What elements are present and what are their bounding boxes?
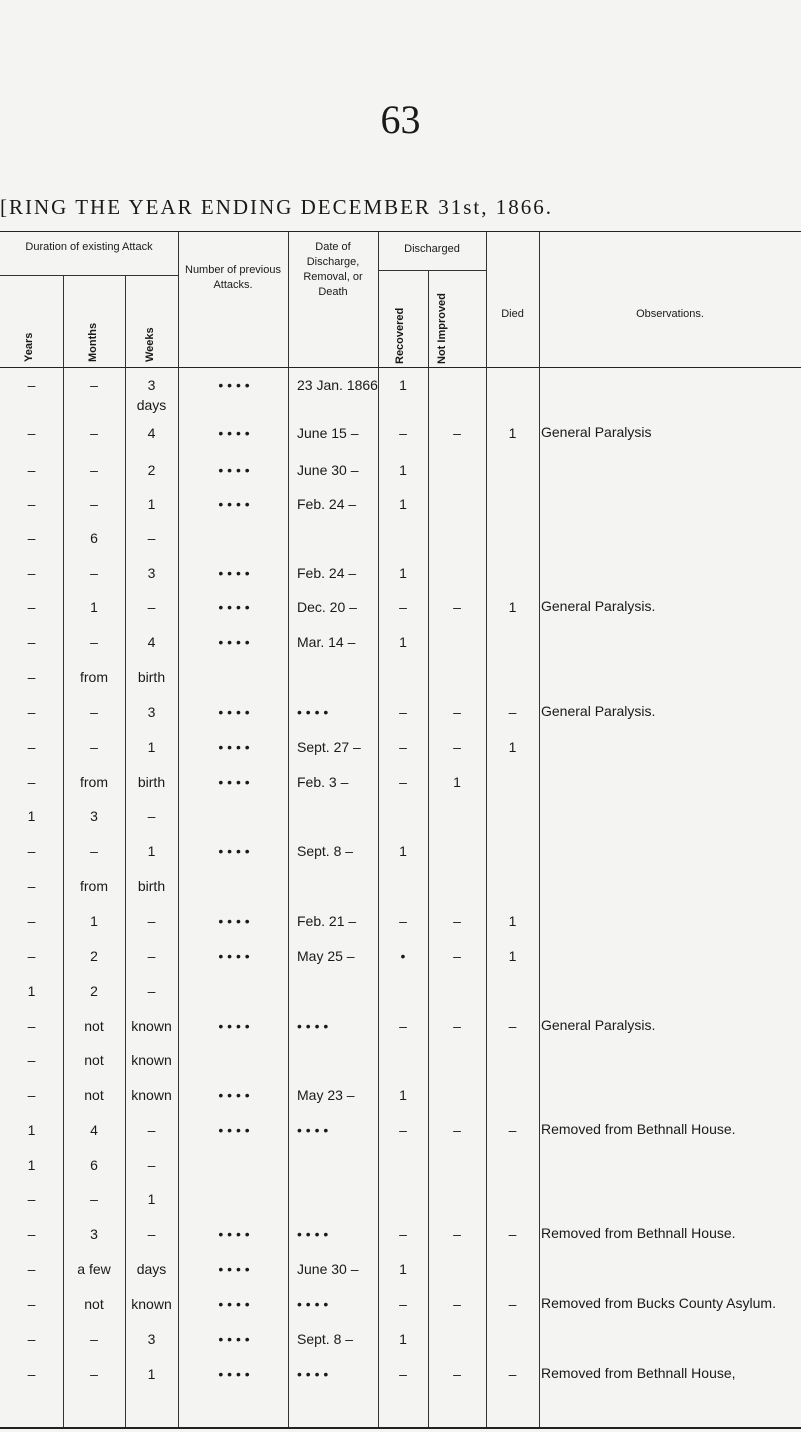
cell-notimp: 1 — [453, 774, 461, 790]
cell-date: Feb. 24 – — [297, 496, 357, 512]
cell-weeks: – — [147, 913, 156, 929]
cell-date: 23 Jan. 1866 — [297, 377, 378, 393]
cell-weeks: – — [147, 1157, 156, 1173]
cell-months: not — [84, 1087, 104, 1103]
header-observations: Observations. — [636, 308, 704, 320]
header-discharged: Discharged — [404, 243, 460, 255]
cell-weeks: 2 — [147, 462, 156, 478]
cell-months: not — [84, 1296, 104, 1312]
cell-prev: • • • • — [218, 948, 250, 964]
cell-years: – — [27, 634, 36, 650]
cell-prev: • • • • — [218, 739, 250, 755]
cell-date: June 30 – — [297, 462, 359, 478]
cell-weeks: known — [131, 1018, 172, 1034]
cell-years: 1 — [27, 808, 36, 824]
cell-weeks: 4 — [147, 634, 156, 650]
table-row — [0, 1085, 801, 1105]
cell-years: – — [27, 425, 36, 441]
cell-years: – — [27, 1226, 36, 1242]
cell-notimp: – — [453, 1366, 461, 1382]
table-row — [0, 460, 801, 480]
cell-prev: • • • • — [218, 496, 250, 512]
cell-date: June 15 – — [297, 425, 359, 441]
cell-years: – — [27, 496, 36, 512]
cell-prev: • • • • — [218, 913, 250, 929]
cell-weeks: – — [147, 530, 156, 546]
table-row — [0, 772, 801, 792]
page-heading: [RING THE YEAR ENDING DECEMBER 31st, 1866. — [0, 195, 553, 219]
cell-years: – — [27, 1018, 36, 1034]
header-died: Died — [501, 308, 524, 320]
cell-prev: • • • • — [218, 1366, 250, 1382]
cell-died: 1 — [508, 425, 517, 441]
cell-months: 6 — [90, 530, 98, 546]
cell-years: – — [27, 1366, 36, 1382]
cell-prev: • • • • — [218, 377, 250, 393]
cell-years: – — [27, 669, 36, 685]
cell-prev: • • • • — [218, 774, 250, 790]
cell-months: – — [90, 704, 98, 720]
table-row — [0, 1016, 801, 1036]
table-row — [0, 1189, 801, 1209]
cell-weeks: 1 — [147, 1366, 156, 1382]
cell-years: – — [27, 530, 36, 546]
cell-date: Sept. 27 – — [297, 739, 361, 755]
cell-date: • • • • — [297, 1122, 329, 1138]
cell-years: – — [27, 599, 36, 615]
cell-rec: – — [399, 739, 407, 755]
table-row — [0, 806, 801, 826]
cell-date: Feb. 24 – — [297, 565, 357, 581]
table-row — [0, 632, 801, 652]
cell-notimp: – — [453, 1296, 461, 1312]
cell-weeks: 3 — [147, 565, 156, 581]
cell-weeks: 3 days — [125, 375, 178, 395]
cell-months: from — [80, 878, 108, 894]
cell-observations: General Paralysis — [541, 424, 652, 440]
cell-rec: – — [399, 1122, 407, 1138]
cell-months: 4 — [90, 1122, 98, 1138]
cell-prev: • • • • — [218, 1261, 250, 1277]
cell-months: 3 — [90, 1226, 98, 1242]
cell-rec: – — [399, 599, 407, 615]
cell-date: • • • • — [297, 1366, 329, 1382]
cell-died: 1 — [508, 599, 517, 615]
cell-rec: – — [399, 1018, 407, 1034]
cell-observations: General Paralysis. — [541, 1017, 656, 1033]
cell-rec: 1 — [399, 377, 407, 393]
cell-months: 1 — [90, 913, 98, 929]
cell-years: – — [27, 462, 36, 478]
table-row — [0, 981, 801, 1001]
cell-weeks: 4 — [147, 425, 156, 441]
cell-weeks: birth — [137, 774, 166, 790]
cell-prev: • • • • — [218, 704, 250, 720]
cell-prev: • • • • — [218, 843, 250, 859]
table-row — [0, 563, 801, 583]
cell-weeks: birth — [137, 878, 166, 894]
cell-months: – — [90, 1191, 98, 1207]
cell-weeks: known — [131, 1296, 172, 1312]
cell-weeks: – — [147, 1226, 156, 1242]
cell-notimp: – — [453, 425, 461, 441]
cell-died: 1 — [508, 948, 517, 964]
cell-date: Dec. 20 – — [297, 599, 357, 615]
page-number: 63 — [380, 97, 421, 142]
cell-years: – — [27, 774, 36, 790]
table-row — [0, 702, 801, 722]
table-row — [0, 911, 801, 931]
cell-notimp: – — [453, 704, 461, 720]
cell-months: – — [90, 462, 98, 478]
table-row — [0, 1224, 801, 1244]
header-recovered: Recovered — [394, 307, 406, 364]
cell-date: Sept. 8 – — [297, 1331, 354, 1347]
header-date: Date of Discharge, Removal, or Death — [303, 241, 363, 298]
table-row — [0, 946, 801, 966]
cell-died: 1 — [508, 739, 517, 755]
cell-notimp: – — [453, 913, 461, 929]
cell-years: – — [27, 1296, 36, 1312]
table-row — [0, 1155, 801, 1175]
cell-notimp: – — [453, 739, 461, 755]
cell-notimp: – — [453, 1018, 461, 1034]
cell-years: – — [27, 704, 36, 720]
table-row — [0, 528, 801, 548]
cell-died: – — [508, 704, 517, 720]
table-row — [0, 494, 801, 514]
cell-years: – — [27, 1261, 36, 1277]
table-row — [0, 667, 801, 687]
cell-years: 1 — [27, 983, 36, 999]
cell-date: Mar. 14 – — [297, 634, 356, 650]
cell-rec: – — [399, 913, 407, 929]
cell-date: Sept. 8 – — [297, 843, 354, 859]
cell-rec: 1 — [399, 1331, 407, 1347]
cell-rec: 1 — [399, 565, 407, 581]
cell-weeks: 3 — [147, 1331, 156, 1347]
cell-years: – — [27, 948, 36, 964]
cell-years: – — [27, 913, 36, 929]
cell-date: • • • • — [297, 1226, 329, 1242]
cell-date: • • • • — [297, 1296, 329, 1312]
cell-weeks: known — [131, 1052, 172, 1068]
cell-died: 1 — [508, 913, 517, 929]
cell-date: • • • • — [297, 1018, 329, 1034]
cell-weeks: 1 — [147, 1191, 156, 1207]
cell-months: 1 — [90, 599, 98, 615]
cell-months: not — [84, 1052, 104, 1068]
cell-weeks: 1 — [147, 739, 156, 755]
cell-prev: • • • • — [218, 1296, 250, 1312]
cell-date: June 30 – — [297, 1261, 359, 1277]
cell-prev: • • • • — [218, 1226, 250, 1242]
cell-years: – — [27, 1087, 36, 1103]
cell-observations: Removed from Bucks County Asylum. — [541, 1295, 776, 1311]
table-row — [0, 1364, 801, 1384]
cell-rec: 1 — [399, 1261, 407, 1277]
cell-years: – — [27, 565, 36, 581]
header-duration: Duration of existing Attack — [25, 241, 153, 253]
cell-prev: • • • • — [218, 425, 250, 441]
cell-years: – — [27, 1052, 36, 1068]
cell-died: – — [508, 1296, 517, 1312]
cell-months: a few — [77, 1261, 111, 1277]
cell-years: – — [27, 878, 36, 894]
cell-months: – — [90, 1366, 98, 1382]
cell-months: 2 — [90, 983, 98, 999]
cell-prev: • • • • — [218, 1122, 250, 1138]
cell-years: – — [27, 1191, 36, 1207]
table-row — [0, 1329, 801, 1349]
cell-prev: • • • • — [218, 634, 250, 650]
cell-prev: • • • • — [218, 1331, 250, 1347]
cell-rec: 1 — [399, 1087, 407, 1103]
cell-weeks: – — [147, 1122, 156, 1138]
cell-years: – — [27, 739, 36, 755]
header-weeks: Weeks — [144, 327, 156, 362]
cell-date: • • • • — [297, 704, 329, 720]
table-row — [0, 375, 801, 413]
cell-months: – — [90, 739, 98, 755]
cell-rec: 1 — [399, 843, 407, 859]
cell-date: May 23 – — [297, 1087, 355, 1103]
cell-prev: • • • • — [218, 1087, 250, 1103]
header-previous-attacks: Number of previous Attacks. — [185, 264, 281, 291]
cell-months: – — [90, 843, 98, 859]
cell-notimp: – — [453, 599, 461, 615]
cell-date: May 25 – — [297, 948, 355, 964]
cell-rec: – — [399, 425, 407, 441]
table-row — [0, 1120, 801, 1140]
cell-months: – — [90, 634, 98, 650]
cell-weeks: – — [147, 983, 156, 999]
cell-notimp: – — [453, 948, 461, 964]
cell-months: 2 — [90, 948, 98, 964]
table-row — [0, 876, 801, 896]
cell-rec: • — [400, 948, 406, 964]
cell-rec: – — [399, 774, 407, 790]
cell-observations: General Paralysis. — [541, 598, 656, 614]
cell-prev: • • • • — [218, 599, 250, 615]
cell-weeks: – — [147, 808, 156, 824]
cell-months: – — [90, 1331, 98, 1347]
cell-months: 3 — [90, 808, 98, 824]
cell-observations: Removed from Bethnall House. — [541, 1225, 736, 1241]
cell-weeks: known — [131, 1087, 172, 1103]
cell-years: – — [27, 843, 36, 859]
cell-years: – — [27, 1331, 36, 1347]
cell-months: – — [90, 377, 98, 393]
cell-prev: • • • • — [218, 1018, 250, 1034]
cell-date: Feb. 3 – — [297, 774, 349, 790]
cell-prev: • • • • — [218, 565, 250, 581]
cell-months: from — [80, 774, 108, 790]
cell-months: – — [90, 425, 98, 441]
cell-rec: 1 — [399, 462, 407, 478]
cell-notimp: – — [453, 1226, 461, 1242]
cell-months: from — [80, 669, 108, 685]
cell-weeks: – — [147, 599, 156, 615]
header-months: Months — [87, 322, 99, 362]
cell-months: 6 — [90, 1157, 98, 1173]
header-not-improved: Not Improved — [436, 293, 448, 364]
cell-rec: 1 — [399, 496, 407, 512]
cell-died: – — [508, 1366, 517, 1382]
table-row — [0, 841, 801, 861]
cell-observations: Removed from Bethnall House, — [541, 1365, 736, 1381]
cell-died: – — [508, 1122, 517, 1138]
cell-weeks: 3 — [147, 704, 156, 720]
table-row — [0, 1259, 801, 1279]
table-row — [0, 1294, 801, 1314]
cell-months: – — [90, 565, 98, 581]
cell-observations: General Paralysis. — [541, 703, 656, 719]
cell-weeks: 1 — [147, 843, 156, 859]
table-row — [0, 597, 801, 617]
cell-months: not — [84, 1018, 104, 1034]
cell-notimp: – — [453, 1122, 461, 1138]
table-row — [0, 737, 801, 757]
cell-observations: Removed from Bethnall House. — [541, 1121, 736, 1137]
cell-weeks-sub: days — [136, 397, 167, 413]
cell-died: – — [508, 1018, 517, 1034]
cell-rec: – — [399, 1226, 407, 1242]
cell-rec: – — [399, 1366, 407, 1382]
cell-weeks: 1 — [147, 496, 156, 512]
table-row — [0, 1050, 801, 1070]
cell-prev: • • • • — [218, 462, 250, 478]
cell-died: – — [508, 1226, 517, 1242]
cell-rec: – — [399, 704, 407, 720]
cell-months: – — [90, 496, 98, 512]
cell-years: 1 — [27, 1157, 36, 1173]
cell-weeks: birth — [137, 669, 166, 685]
cell-weeks: – — [147, 948, 156, 964]
cell-years: 1 — [27, 1122, 36, 1138]
cell-rec: – — [399, 1296, 407, 1312]
cell-years: – — [27, 377, 36, 393]
table-row — [0, 423, 801, 443]
cell-date: Feb. 21 – — [297, 913, 357, 929]
cell-weeks: days — [136, 1261, 167, 1277]
header-years: Years — [23, 332, 35, 362]
cell-rec: 1 — [399, 634, 407, 650]
